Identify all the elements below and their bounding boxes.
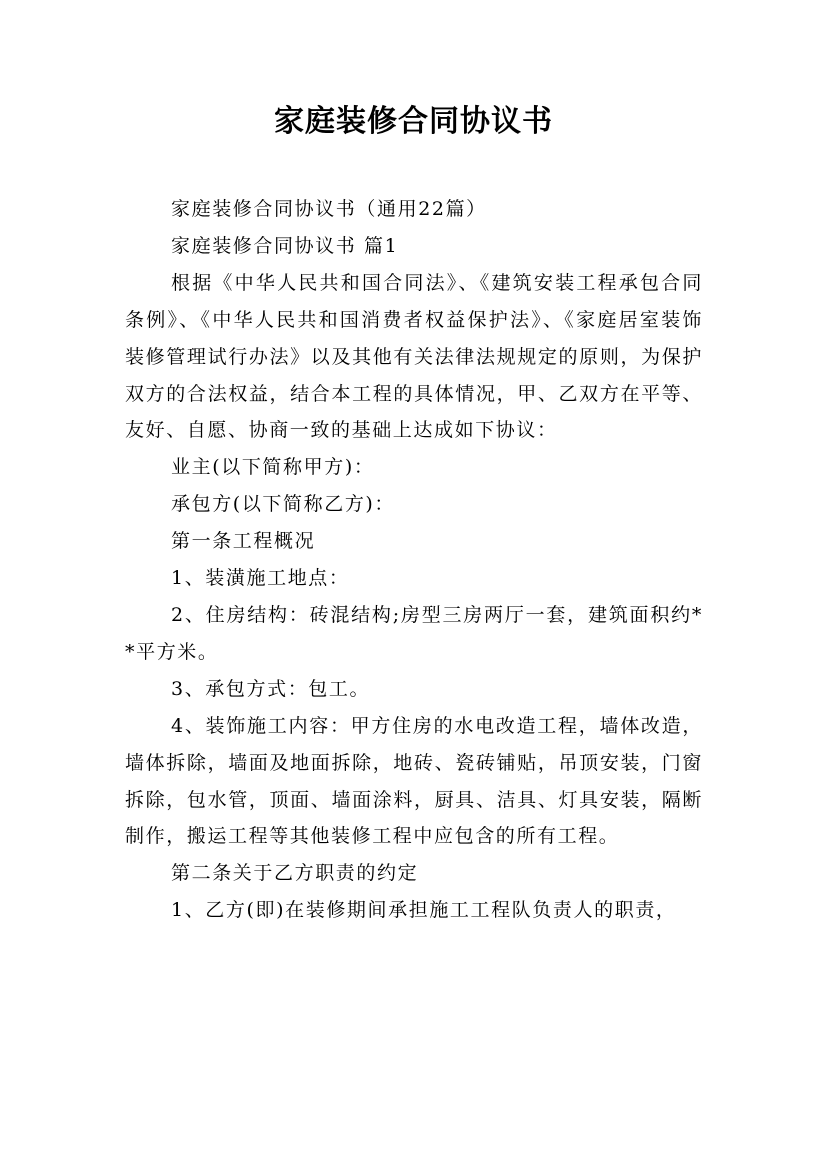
paragraph-item-structure: 2、住房结构：砖混结构;房型三房两厅一套，建筑面积约**平方米。 bbox=[125, 603, 703, 663]
paragraph-section-heading: 家庭装修合同协议书 篇1 bbox=[171, 234, 399, 257]
paragraph-party-b: 承包方(以下简称乙方)： bbox=[171, 493, 396, 516]
paragraph-item-location: 1、装潢施工地点： bbox=[171, 567, 350, 590]
paragraph-item-contract-type: 3、承包方式：包工。 bbox=[171, 677, 371, 700]
paragraph-article-2: 第二条关于乙方职责的约定 bbox=[171, 862, 419, 885]
document-title: 家庭装修合同协议书 bbox=[274, 104, 553, 139]
paragraph-article-1: 第一条工程概况 bbox=[171, 530, 316, 553]
paragraph-subtitle: 家庭装修合同协议书（通用22篇） bbox=[171, 198, 487, 220]
paragraph-item-duty: 1、乙方(即)在装修期间承担施工工程队负责人的职责， bbox=[171, 899, 677, 922]
paragraph-preamble: 根据《中华人民共和国合同法》、《建筑安装工程承包合同条例》、《中华人民共和国消费者权益保护法》、《家庭居室装饰装修管理试行办法》以及其他有关法律法规规定的原则，为保护双方的合法权益，结合本工程的具体情况，甲、乙双方在平等、友好、自愿、协商一致的基础上达成如下协议： bbox=[125, 271, 703, 442]
paragraph-item-scope: 4、装饰施工内容：甲方住房的水电改造工程，墙体改造，墙体拆除，墙面及地面拆除，地砖、瓷砖铺贴，吊顶安装，门窗拆除，包水管，顶面、墙面涂料，厨具、洁具、灯具安装，隔断制作，搬运工程等其他装修工程中应包含的所有工程。 bbox=[125, 714, 703, 848]
paragraph-party-a: 业主(以下简称甲方)： bbox=[171, 456, 375, 479]
document-body bbox=[125, 191, 703, 929]
